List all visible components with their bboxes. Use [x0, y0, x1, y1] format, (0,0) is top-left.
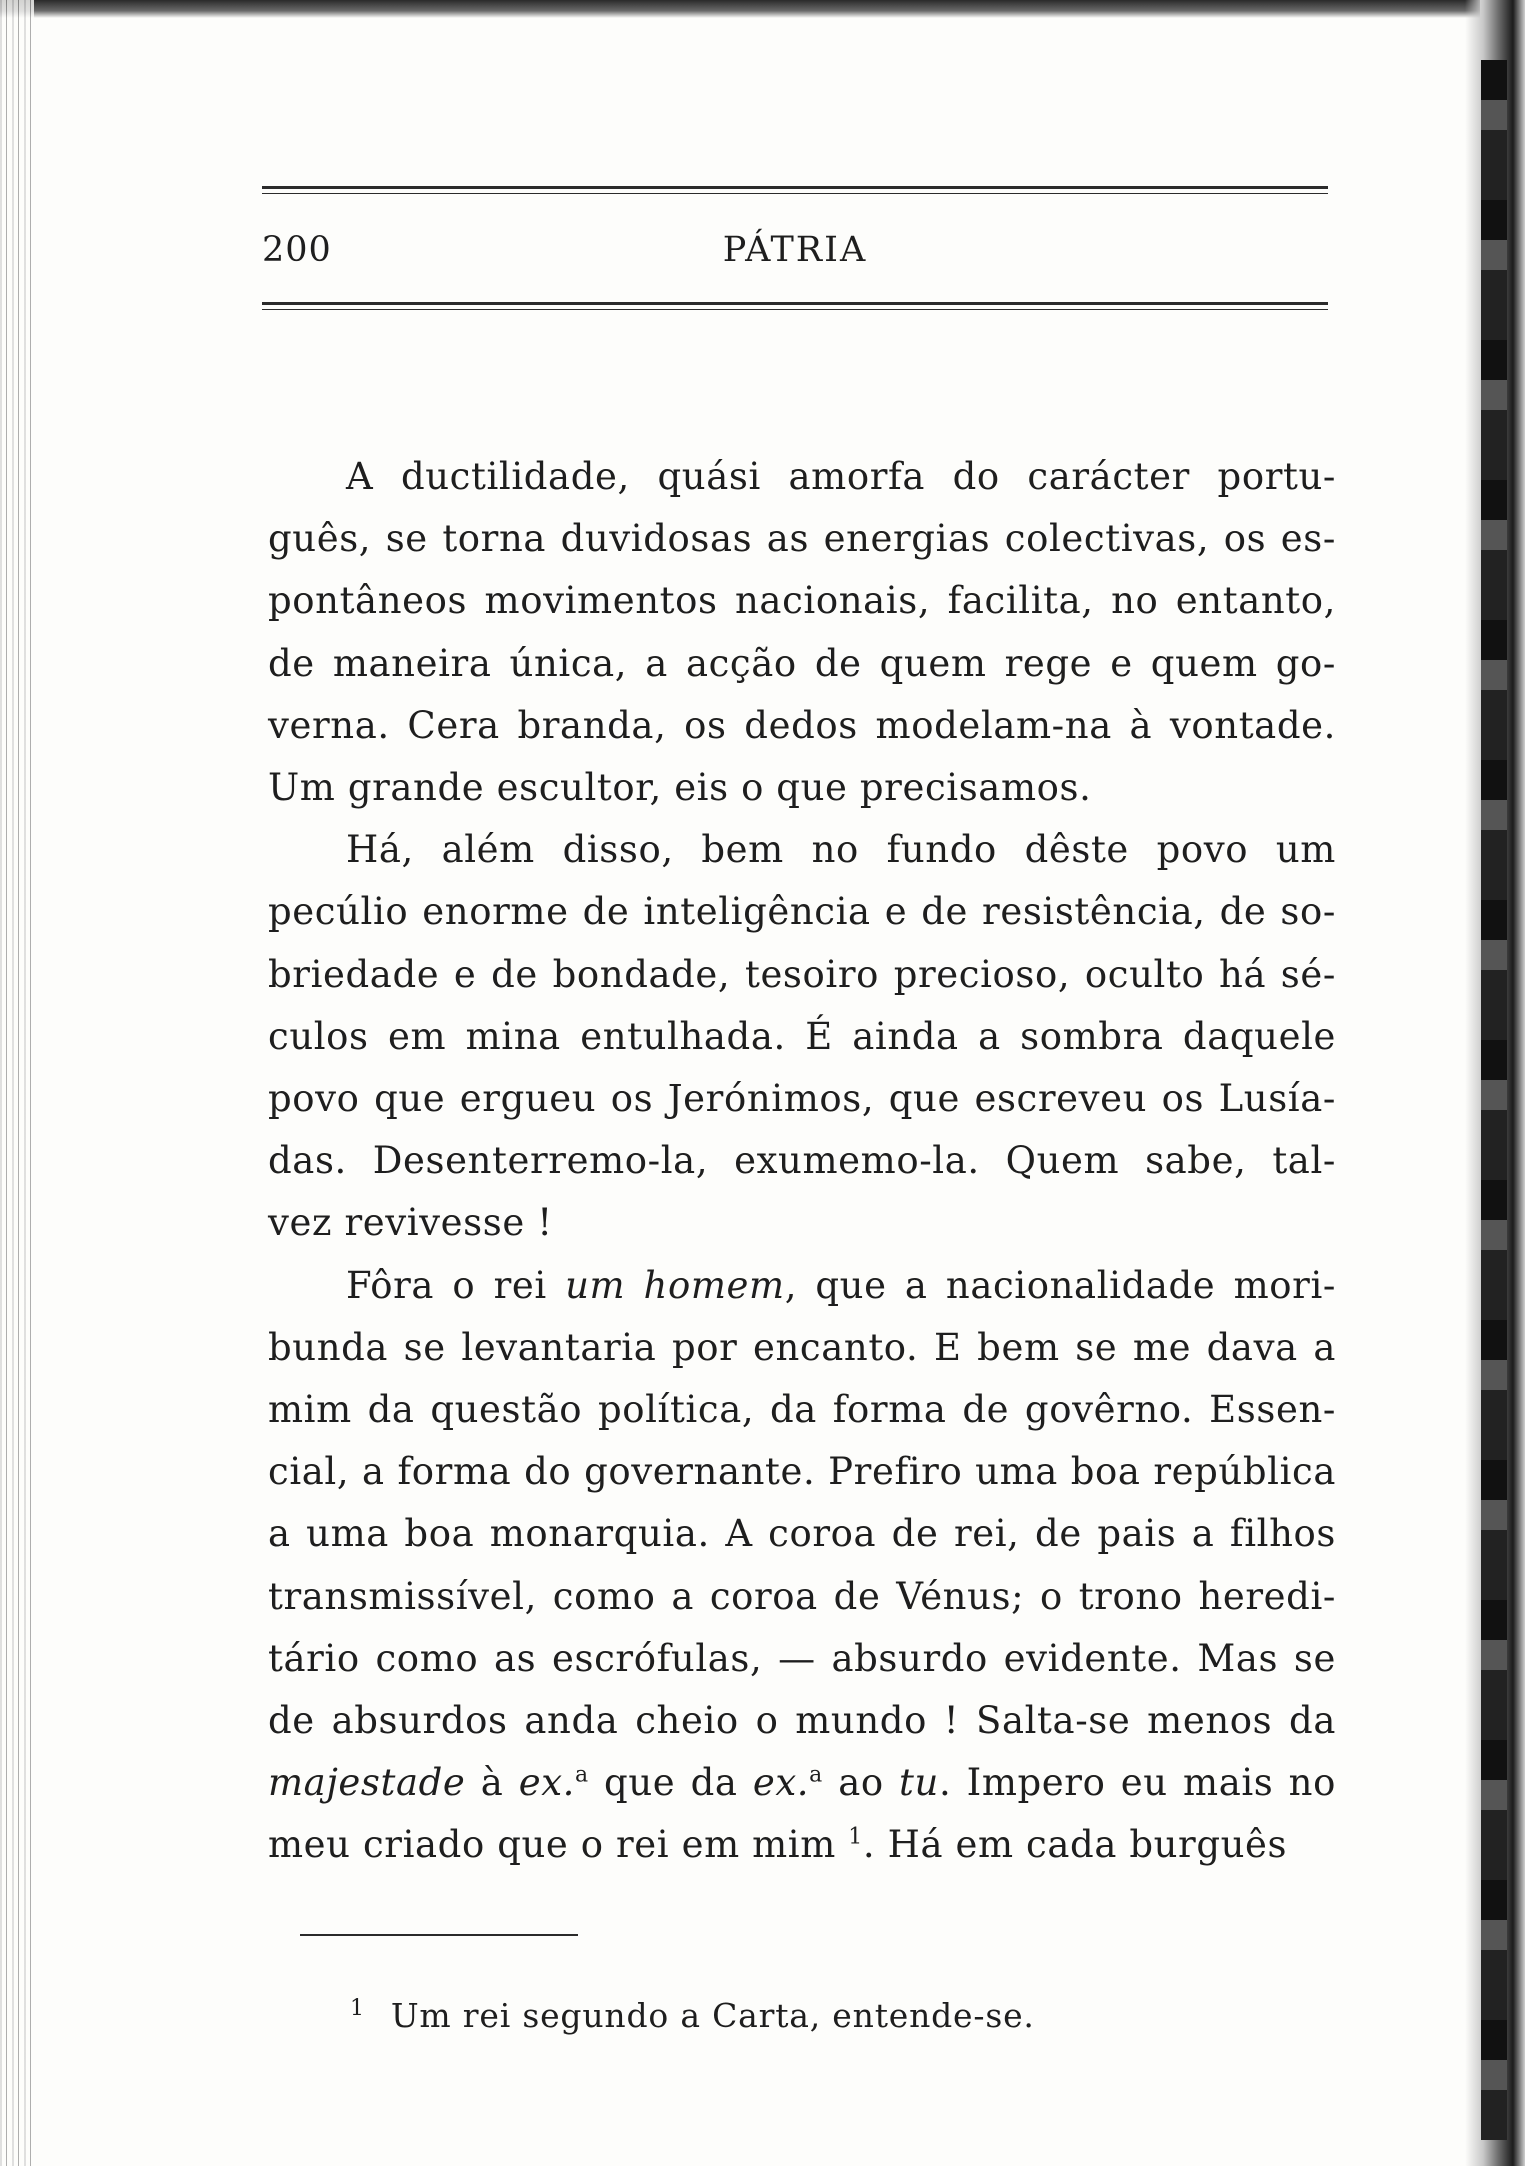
scan-binding-shadow: [1481, 60, 1507, 2140]
text-segment: . Impero eu mais no: [938, 1761, 1336, 1805]
text-segment: Um grande escultor, eis o que precisamos.: [268, 766, 1092, 810]
text-line: [268, 944, 1336, 1006]
header-rule-top: [262, 186, 1328, 194]
text-line: [268, 757, 1336, 819]
paragraph: [268, 819, 1336, 1254]
superscript: a: [575, 1762, 589, 1788]
text-segment: vez revivesse !: [268, 1201, 553, 1245]
text-segment: pecúlio enorme de inteligência e de resistência, de so-: [268, 890, 1336, 934]
text-line: [268, 1752, 1336, 1814]
italic-text: ex.: [752, 1761, 810, 1805]
text-segment: bunda se levantaria por encanto. E bem se me dava a: [268, 1325, 1336, 1369]
text-segment: povo que ergueu os Jerónimos, que escreveu os Lusía-: [268, 1077, 1336, 1121]
text-segment: transmissível, como a coroa de Vénus; o trono heredi-: [268, 1574, 1336, 1618]
text-segment: tário como as escrófulas, — absurdo evidente. Mas se: [268, 1636, 1336, 1680]
running-title: PÁTRIA: [722, 230, 868, 270]
text-segment: Há, além disso, bem no fundo dêste povo um: [346, 828, 1336, 872]
italic-text: tu: [899, 1761, 939, 1805]
text-segment: , que a nacionalidade mori-: [784, 1263, 1336, 1307]
header-rule-bottom: [262, 302, 1328, 310]
text-line: [268, 1379, 1336, 1441]
text-segment: meu criado que o rei em mim: [268, 1823, 849, 1867]
text-line: [268, 1566, 1336, 1628]
footnote-rule: [300, 1934, 578, 1936]
text-line: [268, 695, 1336, 757]
text-segment: cial, a forma do governante. Prefiro uma boa república: [268, 1450, 1336, 1494]
footnote-text: Um rei segundo a Carta, entende-se.: [390, 1996, 1035, 2035]
body-text: [268, 446, 1336, 1877]
text-segment: que da: [588, 1761, 753, 1805]
italic-text: ex.: [518, 1761, 576, 1805]
text-line: [268, 570, 1336, 632]
text-line: [268, 1628, 1336, 1690]
text-segment: ao: [822, 1761, 900, 1805]
text-segment: à: [465, 1761, 519, 1805]
text-segment: Fôra o rei: [346, 1263, 566, 1307]
text-line: [268, 819, 1336, 881]
page-number: 200: [262, 230, 332, 270]
scan-edge-top: [0, 0, 1480, 18]
paragraph: [268, 1255, 1336, 1877]
paragraph: [268, 446, 1336, 819]
running-head: [262, 226, 1328, 282]
italic-text: majestade: [268, 1761, 466, 1805]
text-line: [268, 633, 1336, 695]
text-line: [268, 1441, 1336, 1503]
text-segment: pontâneos movimentos nacionais, facilita, no entanto,: [268, 579, 1336, 623]
text-line: [268, 1192, 1336, 1254]
text-line: [268, 446, 1336, 508]
superscript: a: [809, 1762, 823, 1788]
text-line: [268, 1317, 1336, 1379]
text-segment: a uma boa monarquia. A coroa de rei, de pais a filhos: [268, 1512, 1336, 1556]
footnote-marker: 1: [350, 1996, 365, 2021]
italic-text: um homem: [565, 1263, 785, 1307]
text-line: [268, 1006, 1336, 1068]
text-segment: culos em mina entulhada. É ainda a sombra daquele: [268, 1014, 1336, 1058]
text-line: [268, 881, 1336, 943]
text-segment: mim da questão política, da forma de govêrno. Essen-: [268, 1388, 1336, 1432]
text-segment: de maneira única, a acção de quem rege e quem go-: [268, 641, 1336, 685]
text-line: [268, 1814, 1336, 1876]
text-segment: briedade e de bondade, tesoiro precioso, oculto há sé-: [268, 952, 1336, 996]
text-segment: . Há em cada burguês: [862, 1823, 1288, 1867]
text-line: [268, 1068, 1336, 1130]
text-line: [268, 1690, 1336, 1752]
text-segment: de absurdos anda cheio o mundo ! Salta-se menos da: [268, 1699, 1336, 1743]
superscript: 1: [848, 1825, 863, 1851]
footnote: [350, 1996, 1035, 2035]
text-segment: verna. Cera branda, os dedos modelam-na à vontade.: [268, 703, 1336, 747]
text-segment: guês, se torna duvidosas as energias colectivas, os es-: [268, 517, 1336, 561]
text-segment: das. Desenterremo-la, exumemo-la. Quem sabe, tal-: [268, 1139, 1336, 1183]
text-segment: A ductilidade, quási amorfa do carácter portu-: [346, 455, 1336, 498]
text-line: [268, 1130, 1336, 1192]
text-line: [268, 1503, 1336, 1565]
text-line: [268, 1255, 1336, 1317]
text-line: [268, 508, 1336, 570]
scan-edge-left: [0, 0, 34, 2166]
